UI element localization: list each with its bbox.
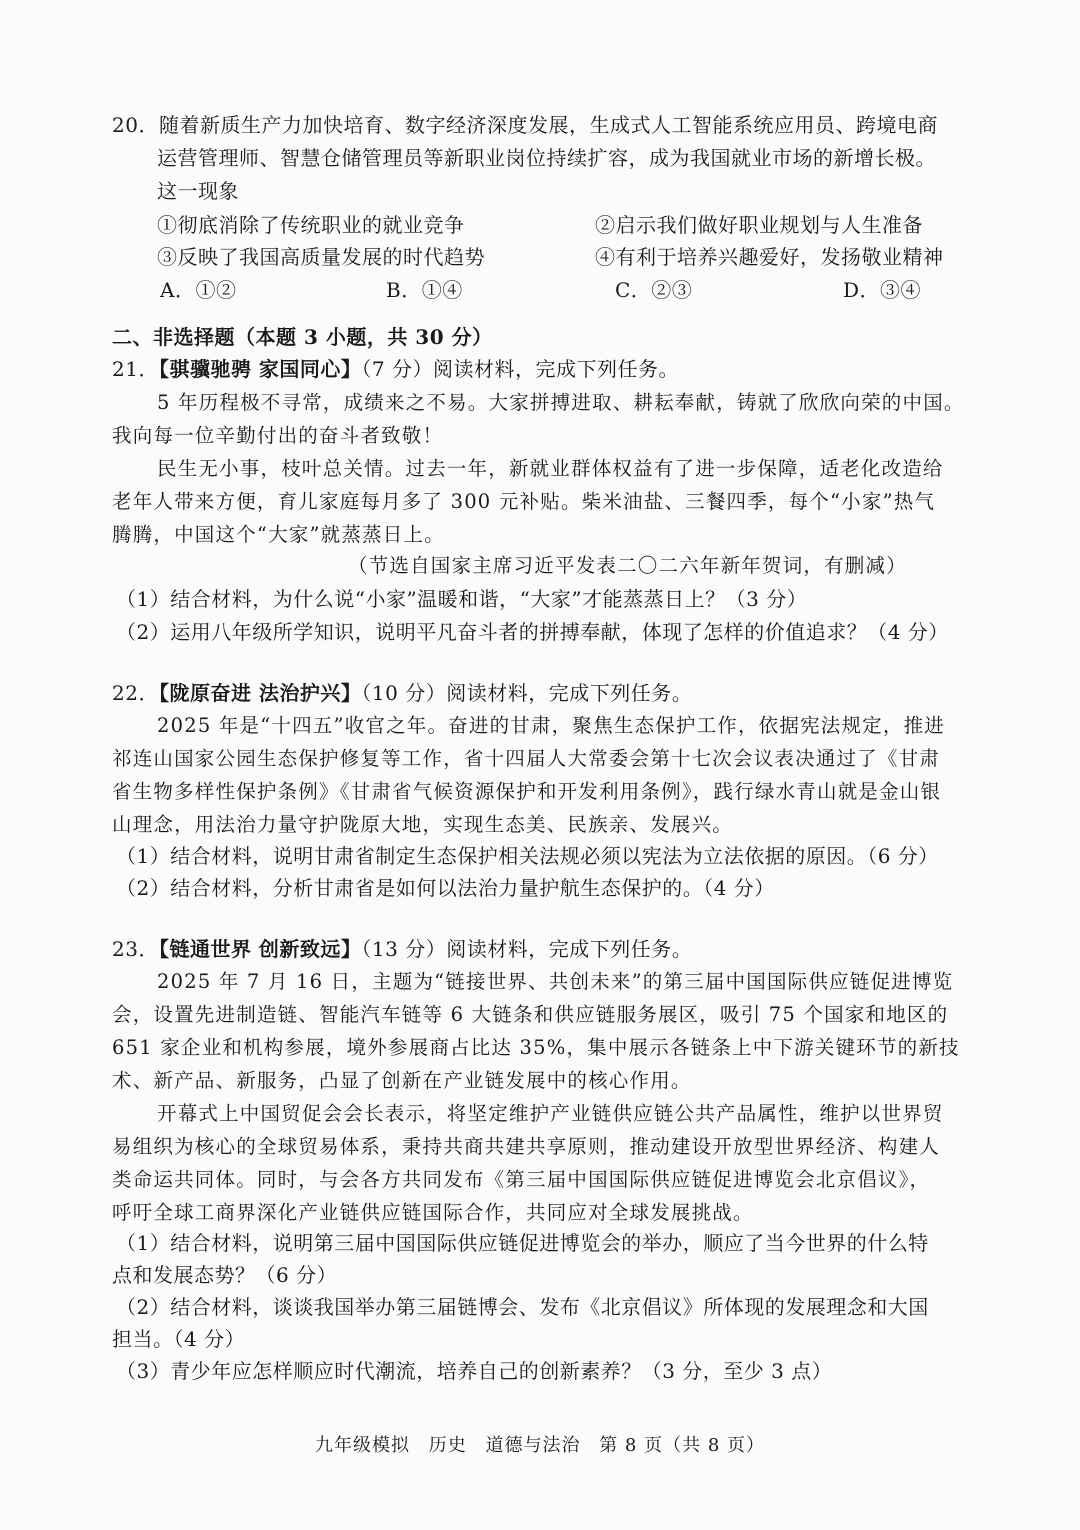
- q23-subquestion-2b: 担当。（4 分）: [112, 1327, 246, 1351]
- q21-material-line4: 老年人带来方便，育儿家庭每月多了 300 元补贴。柴米油盐、三餐四季，每个“小家”热气: [112, 490, 936, 513]
- q22-theme: 【陇原奋进 法治护兴】: [158, 681, 362, 705]
- q21-material-line2: 我向每一位辛勤付出的奋斗者致敬！: [112, 424, 444, 447]
- q20-statement-4: ④有利于培养兴趣爱好，发扬敬业精神: [595, 245, 944, 269]
- q20-statement-1: ①彻底消除了传统职业的就业竞争: [157, 213, 465, 237]
- q20-statement-3: ③反映了我国高质量发展的时代趋势: [157, 245, 485, 269]
- q23-material-line1: 2025 年 7 月 16 日，主题为“链接世界、共创未来”的第三届中国国际供应链促进博览: [157, 970, 954, 993]
- q22-subquestion-1: （1）结合材料，说明甘肃省制定生态保护相关法规必须以宪法为立法依据的原因。（6 分）: [116, 844, 939, 868]
- q22-material-line2: 祁连山国家公园生态保护修复等工作，省十四届人大常委会第十七次会议表决通过了《甘肃: [112, 747, 941, 770]
- q23-subquestion-3: （3）青少年应怎样顺应时代潮流，培养自己的创新素养？（3 分，至少 3 点）: [116, 1359, 833, 1383]
- footer-subject-history: 历史: [428, 1435, 467, 1456]
- q20-statement-2: ②启示我们做好职业规划与人生准备: [595, 213, 923, 237]
- page-footer: [0, 1432, 1080, 1460]
- q21-subquestion-1: （1）结合材料，为什么说“小家”温暖和谐，“大家”才能蒸蒸日上？（3 分）: [116, 587, 808, 611]
- q23-material-line2: 会，设置先进制造链、智能汽车链等 6 大链条和供应链服务展区，吸引 75 个国家和地区的: [112, 1003, 949, 1026]
- footer-page-number: 第 8 页（共 8 页）: [599, 1435, 765, 1456]
- q22-subquestion-2: （2）结合材料，分析甘肃省是如何以法治力量护航生态保护的。（4 分）: [116, 876, 775, 900]
- q21-title: [112, 354, 679, 384]
- q23-material-line5: 开幕式上中国贸促会会长表示，将坚定维护产业链供应链公共产品属性，维护以世界贸: [157, 1102, 944, 1125]
- q23-material-line8: 呼吁全球工商界深化产业链供应链国际合作，共同应对全球发展挑战。: [112, 1201, 754, 1224]
- q23-subquestion-2a: （2）结合材料，谈谈我国举办第三届链博会、发布《北京倡议》所体现的发展理念和大国: [116, 1295, 929, 1319]
- q20-choice-d: D．③④: [843, 278, 922, 302]
- section-heading: 二、非选择题（本题 3 小题，共 30 分）: [112, 325, 493, 349]
- q21-instruction: （7 分）阅读材料，完成下列任务。: [361, 357, 680, 381]
- footer-exam: 九年级模拟: [315, 1435, 410, 1456]
- q22-material-line1: 2025 年是“十四五”收官之年。奋进的甘肃，聚焦生态保护工作，依据宪法规定，推进: [157, 714, 945, 737]
- q23-material-line6: 易组织为核心的全球贸易体系，秉持共商共建共享原则，推动建设开放型世界经济、构建人: [112, 1135, 941, 1158]
- footer-subject-ethics: 道德与法治: [485, 1435, 581, 1456]
- q22-title: [112, 678, 692, 708]
- q23-number: 23．: [112, 937, 159, 961]
- q21-number: 21．: [112, 357, 159, 381]
- q23-subquestion-1a: （1）结合材料，说明第三届中国国际供应链促进博览会的举办，顺应了当今世界的什么特: [116, 1231, 929, 1255]
- q20-stem-line2: 运营管理师、智慧仓储管理员等新职业岗位持续扩容，成为我国就业市场的新增长极。: [157, 146, 936, 170]
- q23-title: [112, 934, 692, 964]
- q21-subquestion-2: （2）运用八年级所学知识，说明平凡奋斗者的拼搏奉献，体现了怎样的价值追求？（4 分）: [116, 620, 949, 644]
- q22-number: 22．: [112, 681, 159, 705]
- q20-stem-line3: 这一现象: [157, 179, 239, 203]
- q22-instruction: （10 分）阅读材料，完成下列任务。: [361, 681, 693, 705]
- q23-material-line7: 类命运共同体。同时，与会各方共同发布《第三届中国国际供应链促进博览会北京倡议》，: [112, 1168, 931, 1191]
- q22-material-line3: 省生物多样性保护条例》《甘肃省气候资源保护和开发利用条例》，践行绿水青山就是金山银: [112, 780, 942, 803]
- q23-instruction: （13 分）阅读材料，完成下列任务。: [361, 937, 693, 961]
- q23-theme: 【链通世界 创新致远】: [158, 937, 362, 961]
- q23-material-line4: 术、新产品、新服务，凸显了创新在产业链发展中的核心作用。: [112, 1069, 692, 1092]
- q21-material-line3: 民生无小事，枝叶总关情。过去一年，新就业群体权益有了进一步保障，适老化改造给: [157, 457, 944, 480]
- q20-choice-b: B．①④: [386, 278, 463, 302]
- q21-theme: 【骐骥驰骋 家国同心】: [158, 357, 362, 381]
- q20-choice-c: C．②③: [615, 278, 693, 302]
- q20-choice-a: A．①②: [160, 278, 237, 302]
- q22-material-line4: 山理念，用法治力量守护陇原大地，实现生态美、民族亲、发展兴。: [112, 813, 734, 836]
- q23-subquestion-1b: 点和发展态势？（6 分）: [112, 1263, 338, 1287]
- q21-source: （节选自国家主席习近平发表二〇二六年新年贺词，有删减）: [348, 554, 907, 577]
- q20-stem-line1: 20．随着新质生产力加快培育、数字经济深度发展，生成式人工智能系统应用员、跨境电商: [112, 113, 938, 137]
- q21-material-line5: 腾腾，中国这个“大家”就蒸蒸日上。: [112, 523, 445, 546]
- q21-material-line1: 5 年历程极不寻常，成绩来之不易。大家拼搏进取、耕耘奉献，铸就了欣欣向荣的中国。: [157, 391, 965, 414]
- q23-material-line3: 651 家企业和机构参展，境外参展商占比达 35%，集中展示各链条上中下游关键环节的新技: [112, 1036, 960, 1059]
